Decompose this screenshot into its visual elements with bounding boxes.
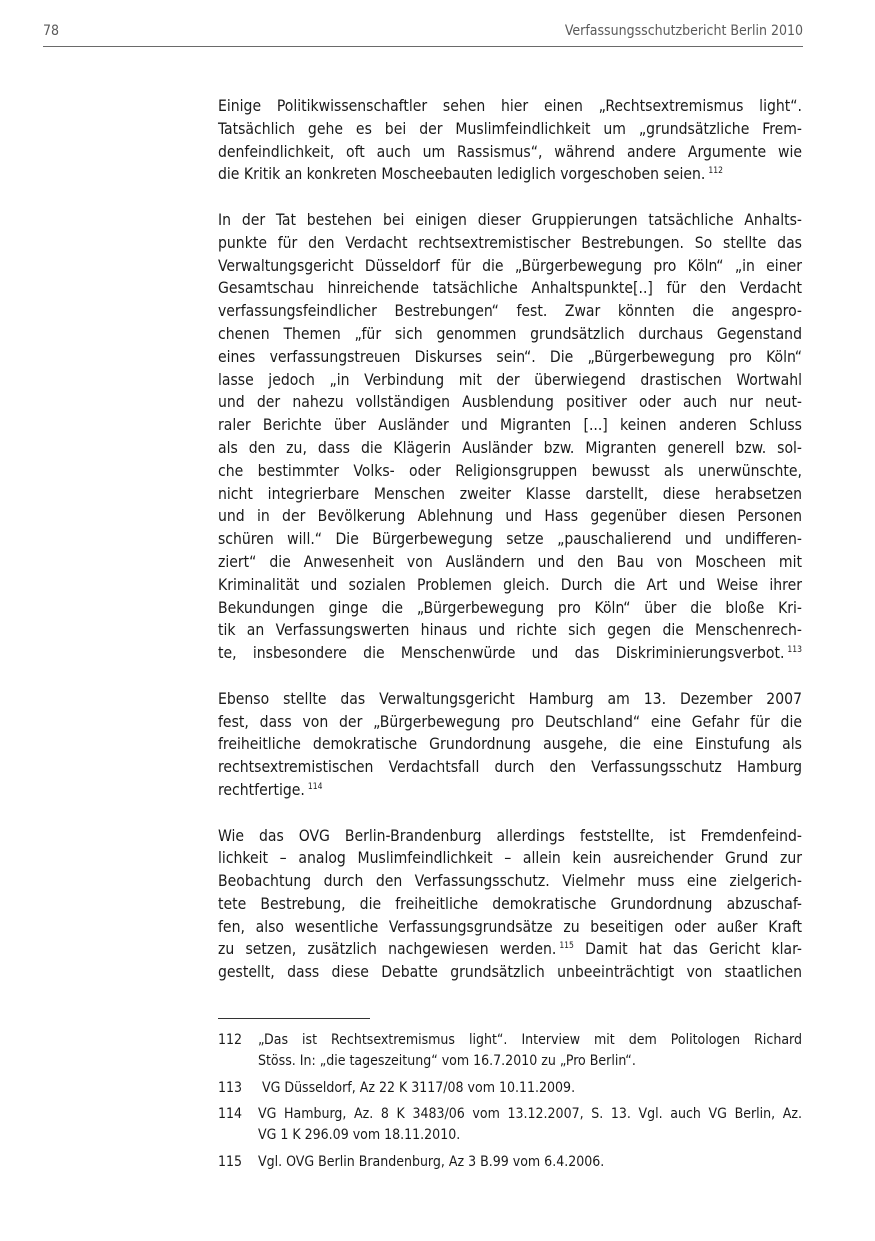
text-line: und der nahezu vollständigen Ausblendung positiver oder auch nur neut- [218, 393, 802, 412]
text-line: verfassungsfeindlicher Bestrebungen“ fest. Zwar könnten die angespro- [218, 302, 802, 321]
text-line: Beobachtung durch den Verfassungsschutz. Vielmehr muss eine zielgerich- [218, 872, 802, 891]
footnote-line: VG Düsseldorf, Az 22 K 3117/08 vom 10.11.2009. [258, 1079, 576, 1096]
text-line: Verwaltungsgericht Düsseldorf für die „Bürgerbewegung pro Köln“ „in einer [218, 256, 802, 275]
text-line: eines verfassungstreuen Diskurses sein“. Die „Bürgerbewegung pro Köln“ [218, 347, 802, 366]
footnote-113 [218, 1078, 802, 1099]
text-line: die Kritik an konkreten Moscheebauten lediglich vorgeschoben seien. [218, 165, 706, 184]
text-line: Wie das OVG Berlin-Brandenburg allerdings feststellte, ist Fremdenfeind- [218, 826, 802, 845]
text-line: Ebenso stellte das Verwaltungsgericht Hamburg am 13. Dezember 2007 [218, 689, 802, 708]
footnote-112 [218, 1030, 802, 1072]
body-text [218, 95, 802, 1007]
footnote-number: 113 [218, 1079, 243, 1096]
text-line: raler Berichte über Ausländer und Migranten [...] keinen anderen Schluss [218, 416, 802, 435]
text-line: rechtfertige. [218, 780, 305, 799]
footnote-text [258, 1104, 802, 1146]
footnote-ref-113[interactable]: 113 [787, 645, 802, 656]
footnote-number: 112 [218, 1032, 243, 1048]
text-line: denfeindlichkeit, oft auch um Rassismus“, während andere Argumente wie [218, 142, 802, 161]
footnote-line: VG 1 K 296.09 vom 18.11.2010. [258, 1127, 461, 1144]
text-line: tik an Verfassungswerten hinaus und richte sich gegen die Menschenrech- [218, 621, 802, 640]
paragraph-1 [218, 95, 802, 186]
text-line: und in der Bevölkerung Ablehnung und Hass gegenüber diesen Personen [218, 507, 802, 526]
footnote-115 [218, 1152, 802, 1173]
text-line: fen, also wesentliche Verfassungsgrundsätze zu beseitigen oder außer Kraft [218, 917, 802, 936]
text-line-continuation: Damit hat das Gericht klar- [585, 940, 802, 959]
text-line-with-ref [218, 779, 802, 802]
text-line: chenen Themen „für sich genommen grundsätzlich durchaus Gegenstand [218, 324, 802, 343]
text-line: te, insbesondere die Menschenwürde und das Diskriminierungsverbot. [218, 644, 785, 663]
footnote-number: 114 [218, 1106, 243, 1123]
text-line: lasse jedoch „in Verbindung mit der überwiegend drastischen Wortwahl [218, 370, 802, 389]
paragraph-4 [218, 825, 802, 985]
text-line: che bestimmter Volks- oder Religionsgruppen bewusst als unerwünschte, [218, 461, 802, 480]
footnote-114 [218, 1104, 802, 1146]
text-line: Gesamtschau hinreichende tatsächliche Anhaltspunkte[..] für den Verdacht [218, 279, 802, 298]
text-line: gestellt, dass diese Debatte grundsätzlich unbeeinträchtigt von staatlichen [218, 963, 802, 982]
text-line: zu setzen, zusätzlich nachgewiesen werden. [218, 940, 557, 959]
text-line-with-ref [218, 163, 802, 186]
footnote-ref-112[interactable]: 112 [708, 166, 723, 177]
text-line: lichkeit – analog Muslimfeindlichkeit – allein kein ausreichender Grund zur [218, 849, 802, 868]
footnote-divider [218, 1018, 370, 1019]
text-line: Bekundungen ginge die „Bürgerbewegung pro Köln“ über die bloße Kri- [218, 598, 802, 617]
footnote-number: 115 [218, 1153, 243, 1170]
footnote-line: Vgl. OVG Berlin Brandenburg, Az 3 B.99 vom 6.4.2006. [258, 1153, 605, 1170]
text-line: ziert“ die Anwesenheit von Ausländern und den Bau von Moscheen mit [218, 552, 802, 571]
text-line: Tatsächlich gehe es bei der Muslimfeindlichkeit um „grundsätzliche Frem- [218, 119, 802, 138]
footnote-line: Stöss. In: „die tageszeitung“ vom 16.7.2010 zu „Pro Berlin“. [258, 1052, 636, 1069]
text-line: rechtsextremistischen Verdachtsfall durch den Verfassungsschutz Hamburg [218, 758, 802, 777]
text-line: In der Tat bestehen bei einigen dieser Gruppierungen tatsächliche Anhalts- [218, 210, 802, 229]
footnote-line: „Das ist Rechtsextremismus light“. Interview mit dem Politologen Richard [258, 1032, 802, 1048]
text-line: schüren will.“ Die Bürgerbewegung setze „pauschalierend und undifferen- [218, 530, 802, 549]
paragraph-2 [218, 209, 802, 665]
page-number: 78 [43, 23, 60, 39]
paragraph-3 [218, 688, 802, 802]
text-line-with-ref [218, 642, 802, 665]
text-line: tete Bestrebung, die freiheitliche demokratische Grundordnung abzuschaf- [218, 894, 802, 913]
footnote-text [258, 1030, 802, 1072]
text-line: Kriminalität und sozialen Problemen gleich. Durch die Art und Weise ihrer [218, 575, 802, 594]
footnote-text [258, 1152, 802, 1173]
text-line: nicht integrierbare Menschen zweiter Klasse darstellt, diese herabsetzen [218, 484, 802, 503]
footnote-line: VG Hamburg, Az. 8 K 3483/06 vom 13.12.2007, S. 13. Vgl. auch VG Berlin, Az. [258, 1106, 802, 1123]
text-line: Einige Politikwissenschaftler sehen hier einen „Rechtsextremismus light“. [218, 97, 802, 115]
text-line: punkte für den Verdacht rechtsextremistischer Bestrebungen. So stellte das [218, 233, 802, 252]
footnotes [218, 1030, 802, 1179]
footnote-text [258, 1078, 802, 1099]
text-line-with-ref [218, 938, 802, 961]
footnote-ref-115[interactable]: 115 [559, 941, 574, 952]
text-line: fest, dass von der „Bürgerbewegung pro Deutschland“ eine Gefahr für die [218, 712, 802, 731]
text-line: freiheitliche demokratische Grundordnung ausgehe, die eine Einstufung als [218, 735, 802, 754]
footnote-ref-114[interactable]: 114 [307, 781, 323, 792]
running-title: Verfassungsschutzbericht Berlin 2010 [564, 23, 803, 39]
page-header [43, 22, 803, 47]
text-line: als den zu, dass die Klägerin Ausländer bzw. Migranten generell bzw. sol- [218, 438, 802, 457]
